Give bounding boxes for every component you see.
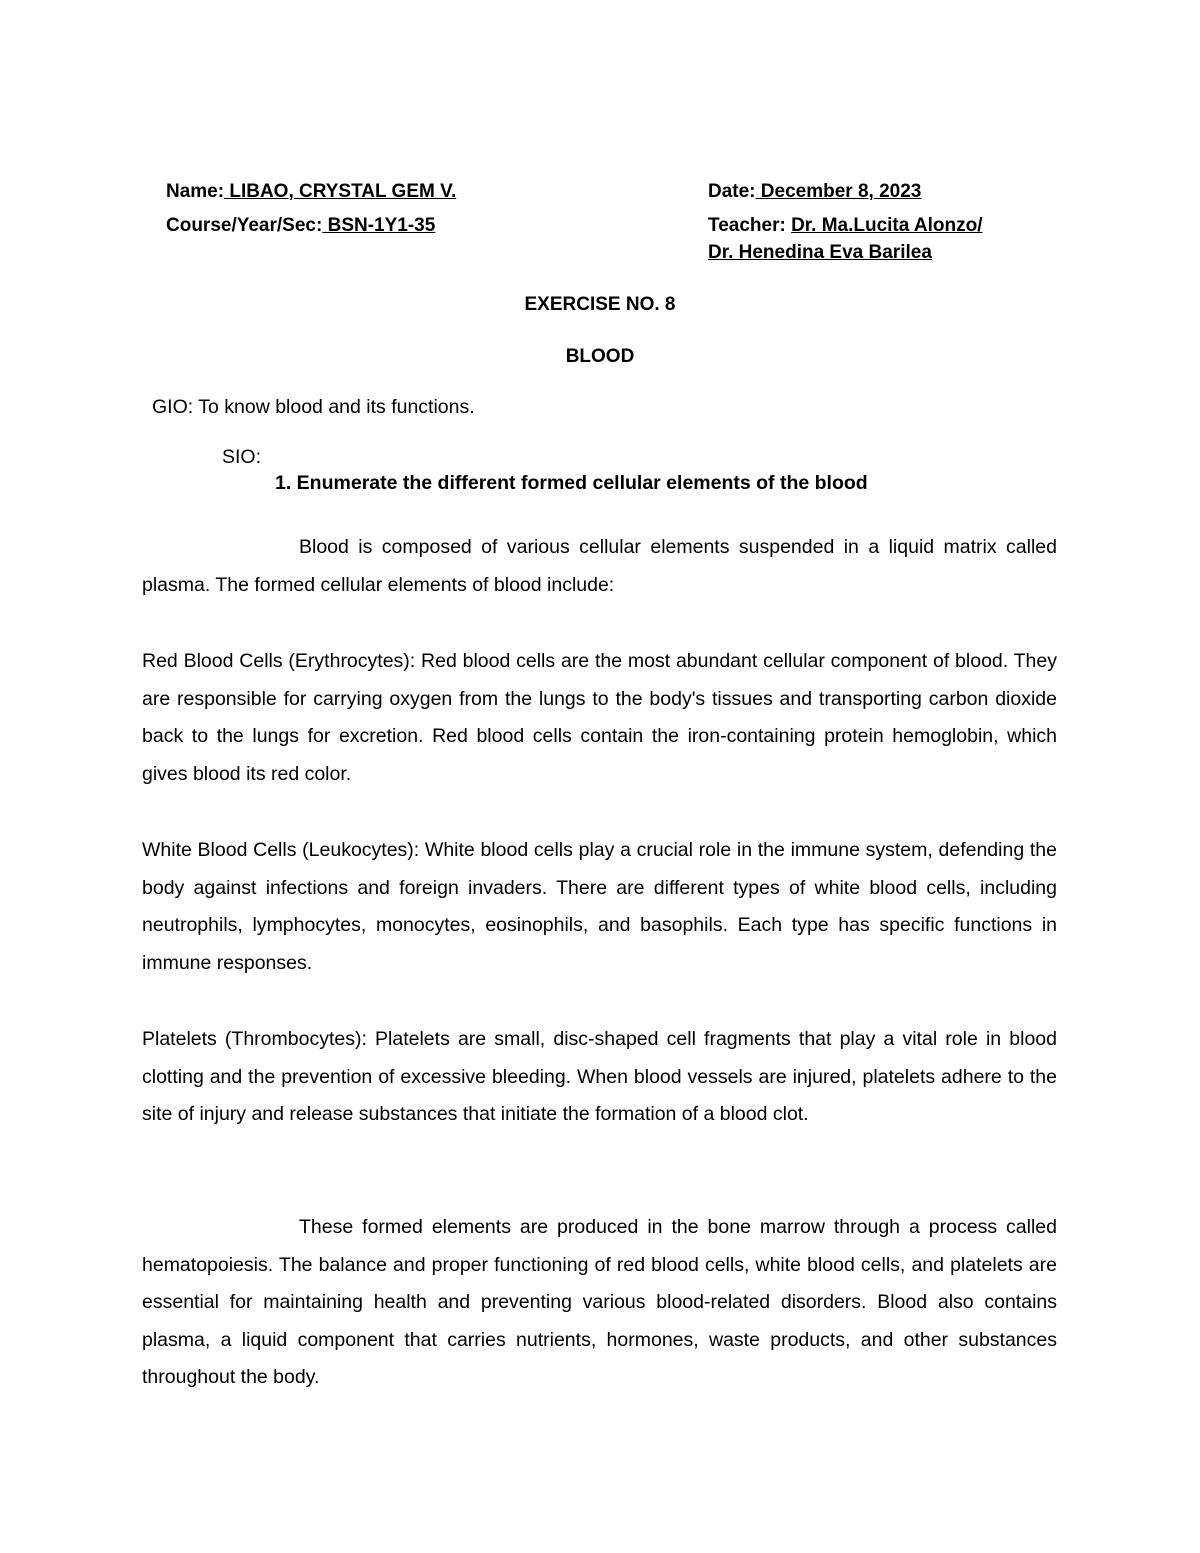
course-field: [166, 215, 435, 237]
teacher-field-line2: [708, 242, 932, 264]
teacher-value-line2: Dr. Henedina Eva Barilea: [708, 242, 932, 263]
name-label: Name:: [166, 181, 225, 202]
paragraph-intro: Blood is composed of various cellular elements suspended in a liquid matrix called plasma. The formed cellular elements of blood include:: [142, 536, 1057, 596]
teacher-label: Teacher:: [708, 215, 786, 236]
name-value: LIBAO, CRYSTAL GEM V.: [224, 181, 457, 202]
sio-label: SIO:: [222, 446, 262, 468]
sio-item: 1. Enumerate the different formed cellular elements of the blood: [275, 472, 868, 494]
date-field: [708, 181, 921, 203]
name-field: [166, 181, 456, 203]
gio-text: GIO: To know blood and its functions.: [152, 396, 475, 418]
paragraph-red-blood-cells: Red Blood Cells (Erythrocytes): Red blood cells are the most abundant cellular component of blood. They are responsible for carrying oxygen from the lungs to the body's tissues and transporting carbon dioxide back to the lungs for excretion. Red blood cells contain the iron-containing protein hemoglobin, which gives blood its red color.: [142, 650, 1057, 785]
teacher-value-line1: Dr. Ma.Lucita Alonzo/: [791, 215, 983, 236]
paragraph-conclusion: These formed elements are produced in the bone marrow through a process called hematopoiesis. The balance and proper functioning of red blood cells, white blood cells, and platelets are essential for maintaining health and preventing various blood-related disorders. Blood also contains plasma, a liquid component that carries nutrients, hormones, waste products, and other substances throughout the body.: [142, 1216, 1057, 1388]
course-label: Course/Year/Sec:: [166, 215, 323, 236]
date-value: December 8, 2023: [755, 181, 922, 202]
teacher-field: [708, 215, 983, 237]
course-value: BSN-1Y1-35: [322, 215, 436, 236]
exercise-title: EXERCISE NO. 8: [524, 294, 676, 315]
paragraph-platelets: Platelets (Thrombocytes): Platelets are small, disc-shaped cell fragments that play a vital role in blood clotting and the prevention of excessive bleeding. When blood vessels are injured, platelets adhere to the site of injury and release substances that initiate the formation of a blood clot.: [142, 1028, 1057, 1125]
paragraph-white-blood-cells: White Blood Cells (Leukocytes): White blood cells play a crucial role in the immune system, defending the body against infections and foreign invaders. There are different types of white blood cells, including neutrophils, lymphocytes, monocytes, eosinophils, and basophils. Each type has specific functions in immune responses.: [142, 839, 1057, 974]
date-label: Date:: [708, 181, 756, 202]
topic-title: BLOOD: [565, 346, 635, 367]
